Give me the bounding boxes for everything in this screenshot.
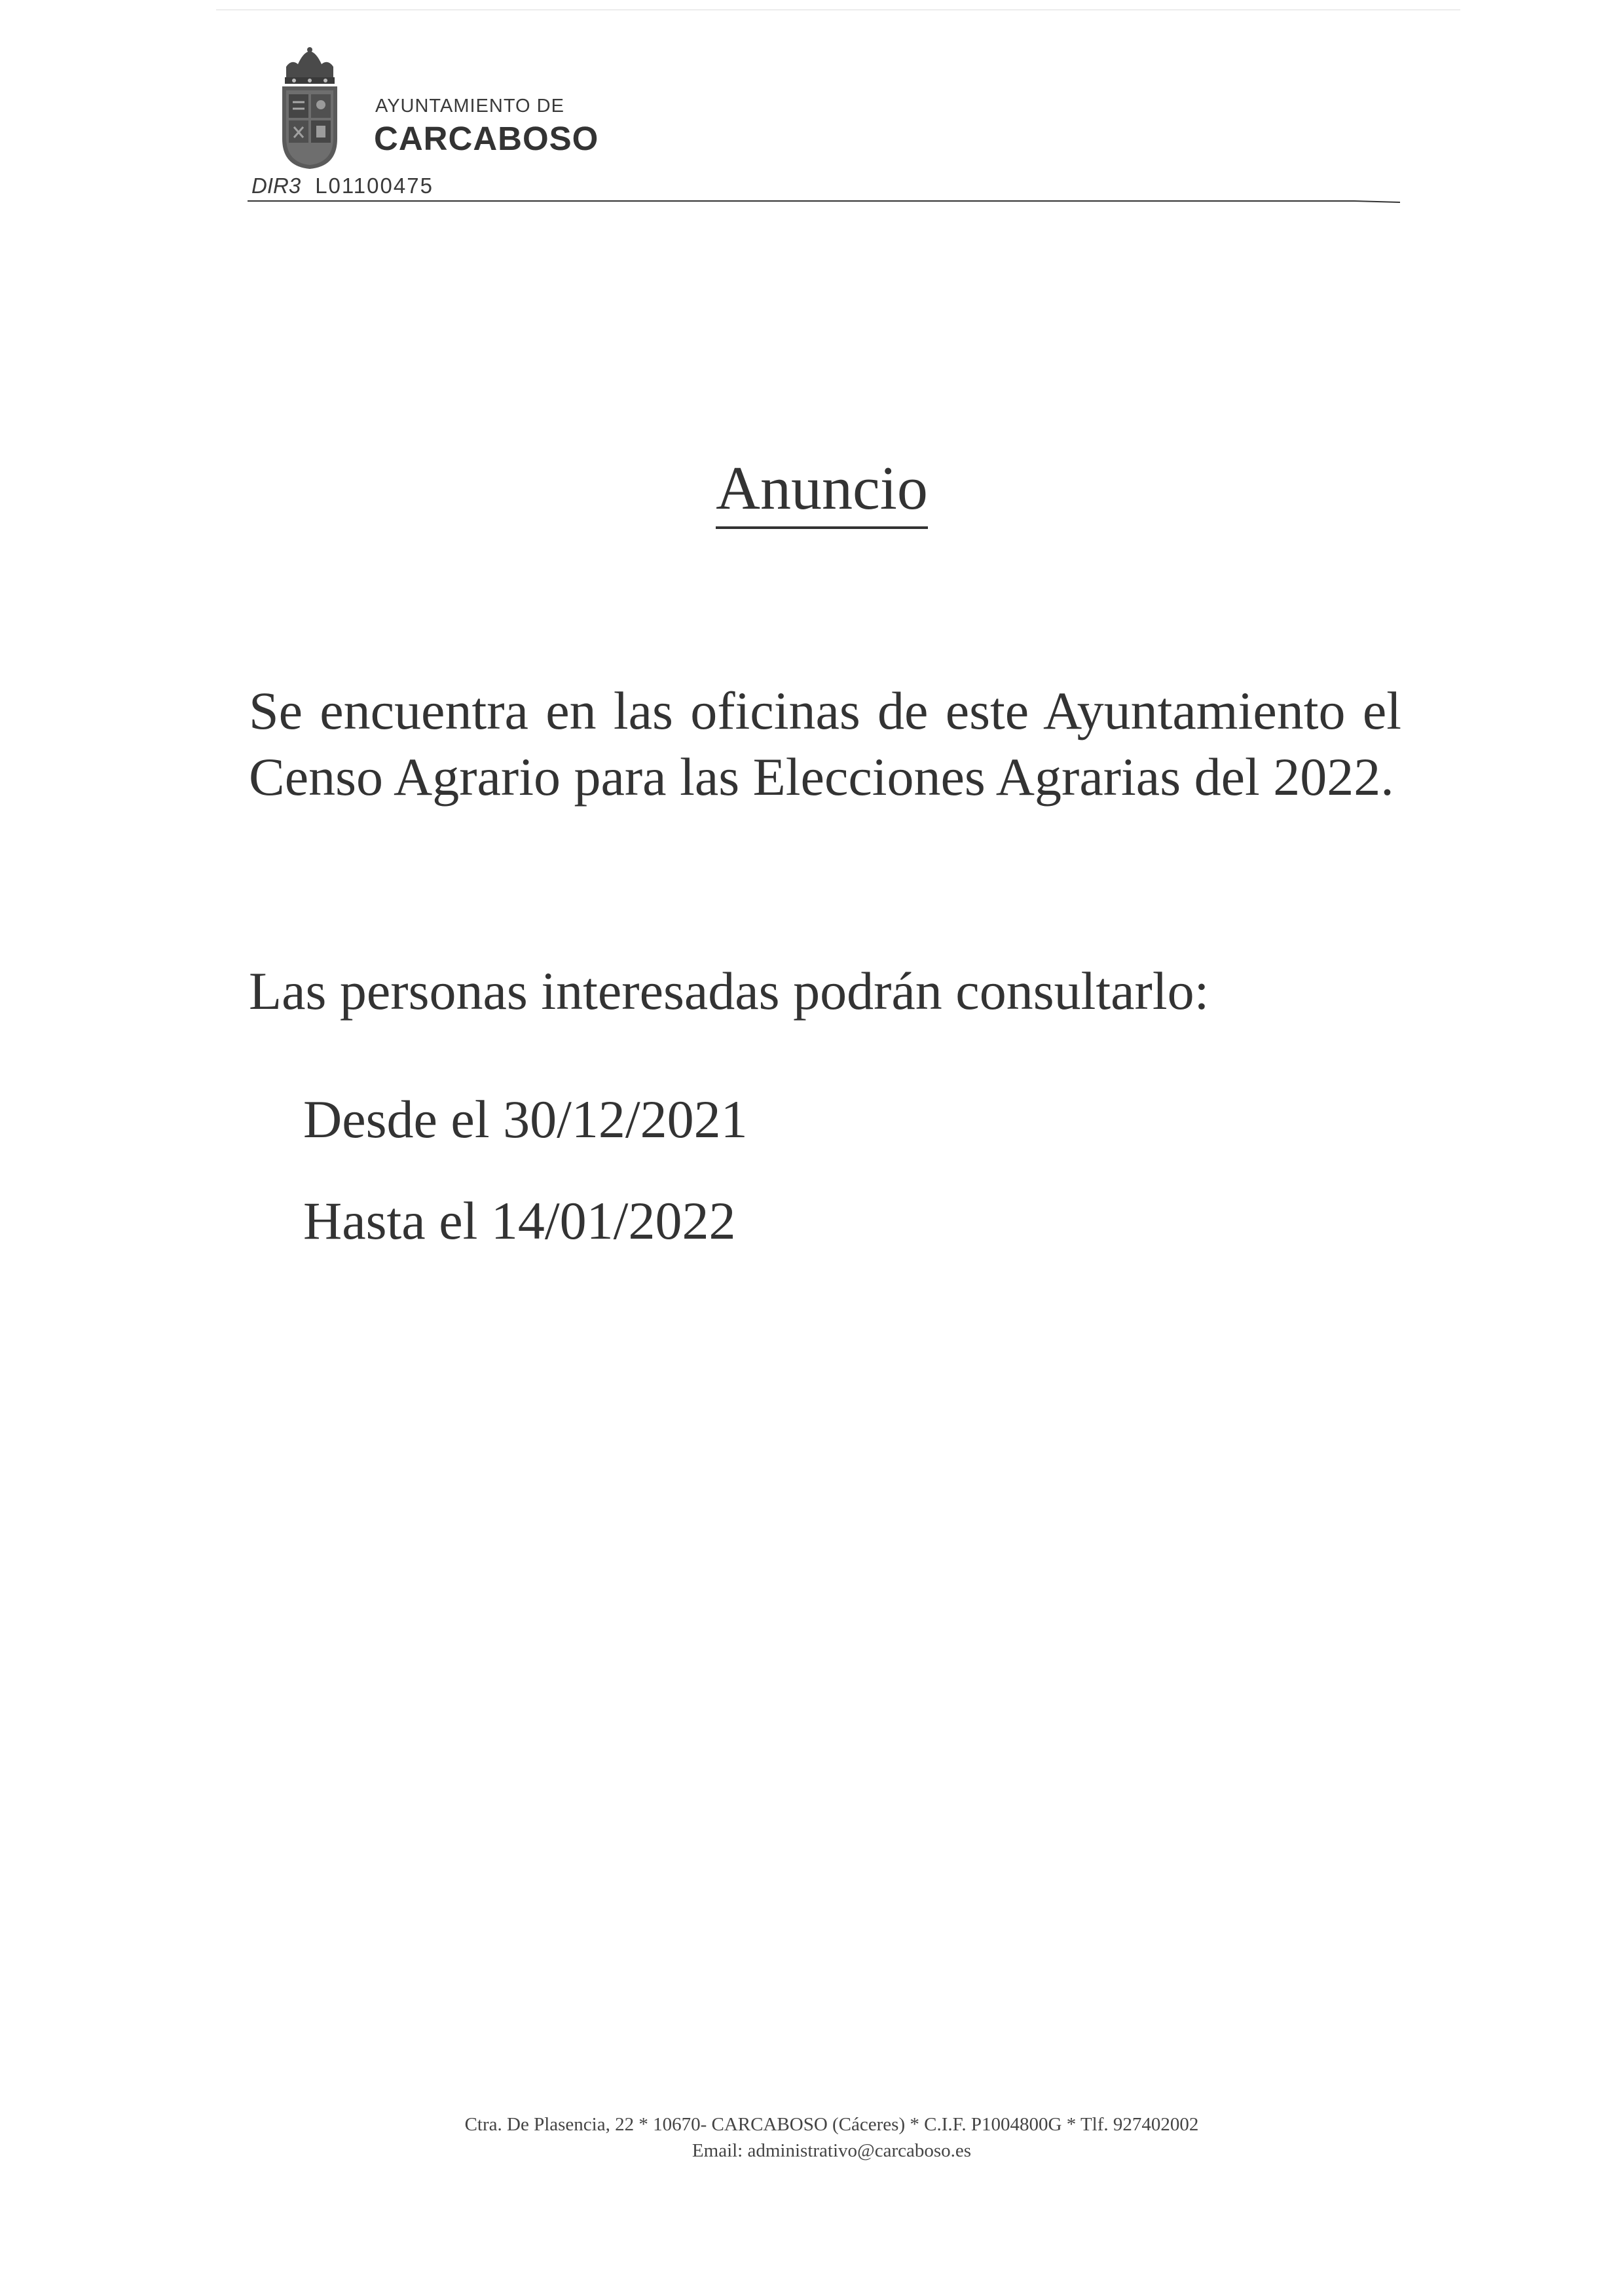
notice-title-text: Anuncio xyxy=(716,454,928,529)
org-prefix: AYUNTAMIENTO DE xyxy=(375,96,564,117)
dir3-label: DIR3 xyxy=(251,173,301,198)
letterhead xyxy=(248,47,1400,211)
footer xyxy=(0,2111,1624,2164)
notice-title xyxy=(0,453,1624,524)
header-divider xyxy=(248,199,1400,203)
dir3-code-line xyxy=(251,173,434,198)
org-name: CARCABOSO xyxy=(374,120,599,157)
date-from: Desde el 30/12/2021 xyxy=(303,1089,748,1149)
footer-address: Ctra. De Plasencia, 22 * 10670- CARCABOSO (Cáceres) * C.I.F. P1004800G * Tlf. 927402002 xyxy=(464,2114,1199,2135)
coat-of-arms-icon xyxy=(277,47,342,172)
date-to: Hasta el 14/01/2022 xyxy=(303,1191,736,1250)
notice-paragraph-2: Las personas interesadas podrán consultarlo: xyxy=(249,961,1209,1021)
footer-email: Email: administrativo@carcaboso.es xyxy=(692,2140,972,2161)
dir3-code: L01100475 xyxy=(315,173,434,198)
page-edge xyxy=(216,9,1460,10)
notice-paragraph-1: Se encuentra en las oficinas de este Ayuntamiento el Censo Agrario para las Elecciones Agrarias del 2022. xyxy=(249,681,1401,807)
